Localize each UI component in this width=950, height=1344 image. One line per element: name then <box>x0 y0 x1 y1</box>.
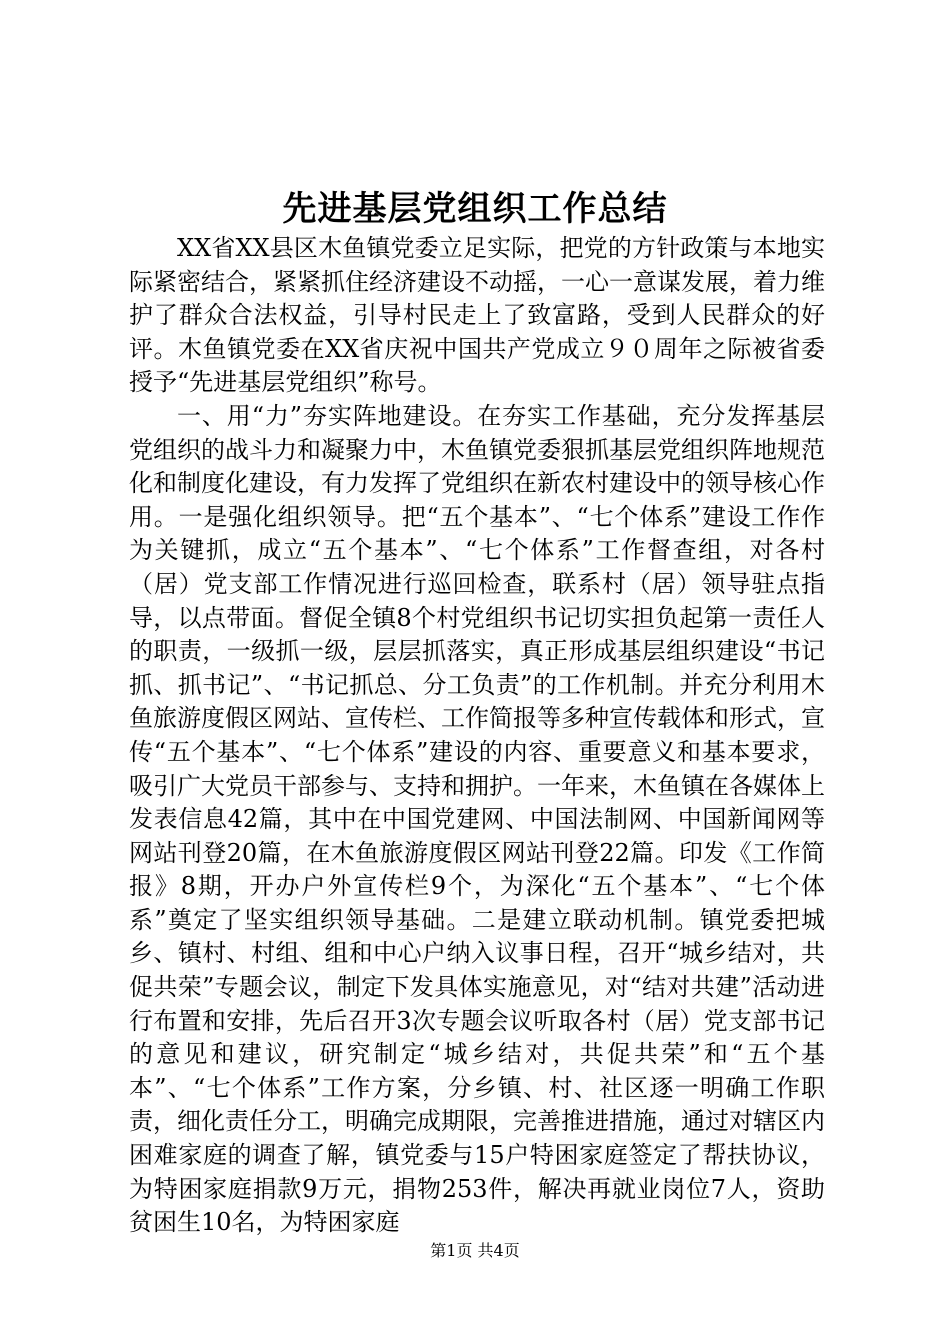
document-title: 先进基层党组织工作总结 <box>282 189 668 229</box>
page-number-footer: 第1页 共4页 <box>430 1241 520 1260</box>
paragraph-intro: XX省XX县区木鱼镇党委立足实际，把党的方针政策与本地实际紧密结合，紧紧抓住经济建设不动摇，一心一意谋发展，着力维护了群众合法权益，引导村民走上了致富路，受到人民群众的好评。木鱼镇党委在XX省庆祝中国共产党成立９０周年之际被省委授予“先进基层党组织”称号。 <box>129 234 825 397</box>
document-body <box>129 232 825 1240</box>
paragraph-section-one: 一、用“力”夯实阵地建设。在夯实工作基础，充分发挥基层党组织的战斗力和凝聚力中，木鱼镇党委狠抓基层党组织阵地规范化和制度化建设，有力发挥了党组织在新农村建设中的领导核心作用。一是强化组织领导。把“五个基本”、“七个体系”建设工作作为关键抓，成立“五个基本”、“七个体系”工作督查组，对各村（居）党支部工作情况进行巡回检查，联系村（居）领导驻点指导，以点带面。督促全镇8个村党组织书记切实担负起第一责任人的职责，一级抓一级，层层抓落实，真正形成基层组织建设“书记抓、抓书记”、“书记抓总、分工负责”的工作机制。并充分利用木鱼旅游度假区网站、宣传栏、工作简报等多种宣传载体和形式，宣传“五个基本”、“七个体系”建设的内容、重要意义和基本要求，吸引广大党员干部参与、支持和拥护。一年来，木鱼镇在各媒体上发表信息42篇，其中在中国党建网、中国法制网、中国新闻网等网站刊登20篇，在木鱼旅游度假区网站刊登22篇。印发《工作简报》8期，开办户外宣传栏9个，为深化“五个基本”、“七个体系”奠定了坚实组织领导基础。二是建立联动机制。镇党委把城乡、镇村、村组、组和中心户纳入议事日程，召开“城乡结对，共促共荣”专题会议，制定下发具体实施意见，对“结对共建”活动进行布置和安排，先后召开3次专题会议听取各村（居）党支部书记的意见和建议，研究制定“城乡结对，共促共荣”和“五个基本”、“七个体系”工作方案，分乡镇、村、社区逐一明确工作职责，细化责任分工，明确完成期限，完善推进措施，通过对辖区内困难家庭的调查了解，镇党委与15户特困家庭签定了帮扶协议，为特困家庭捐款9万元，捐物253件，解决再就业岗位7人，资助贫困生10名，为特困家庭 <box>129 401 825 1237</box>
